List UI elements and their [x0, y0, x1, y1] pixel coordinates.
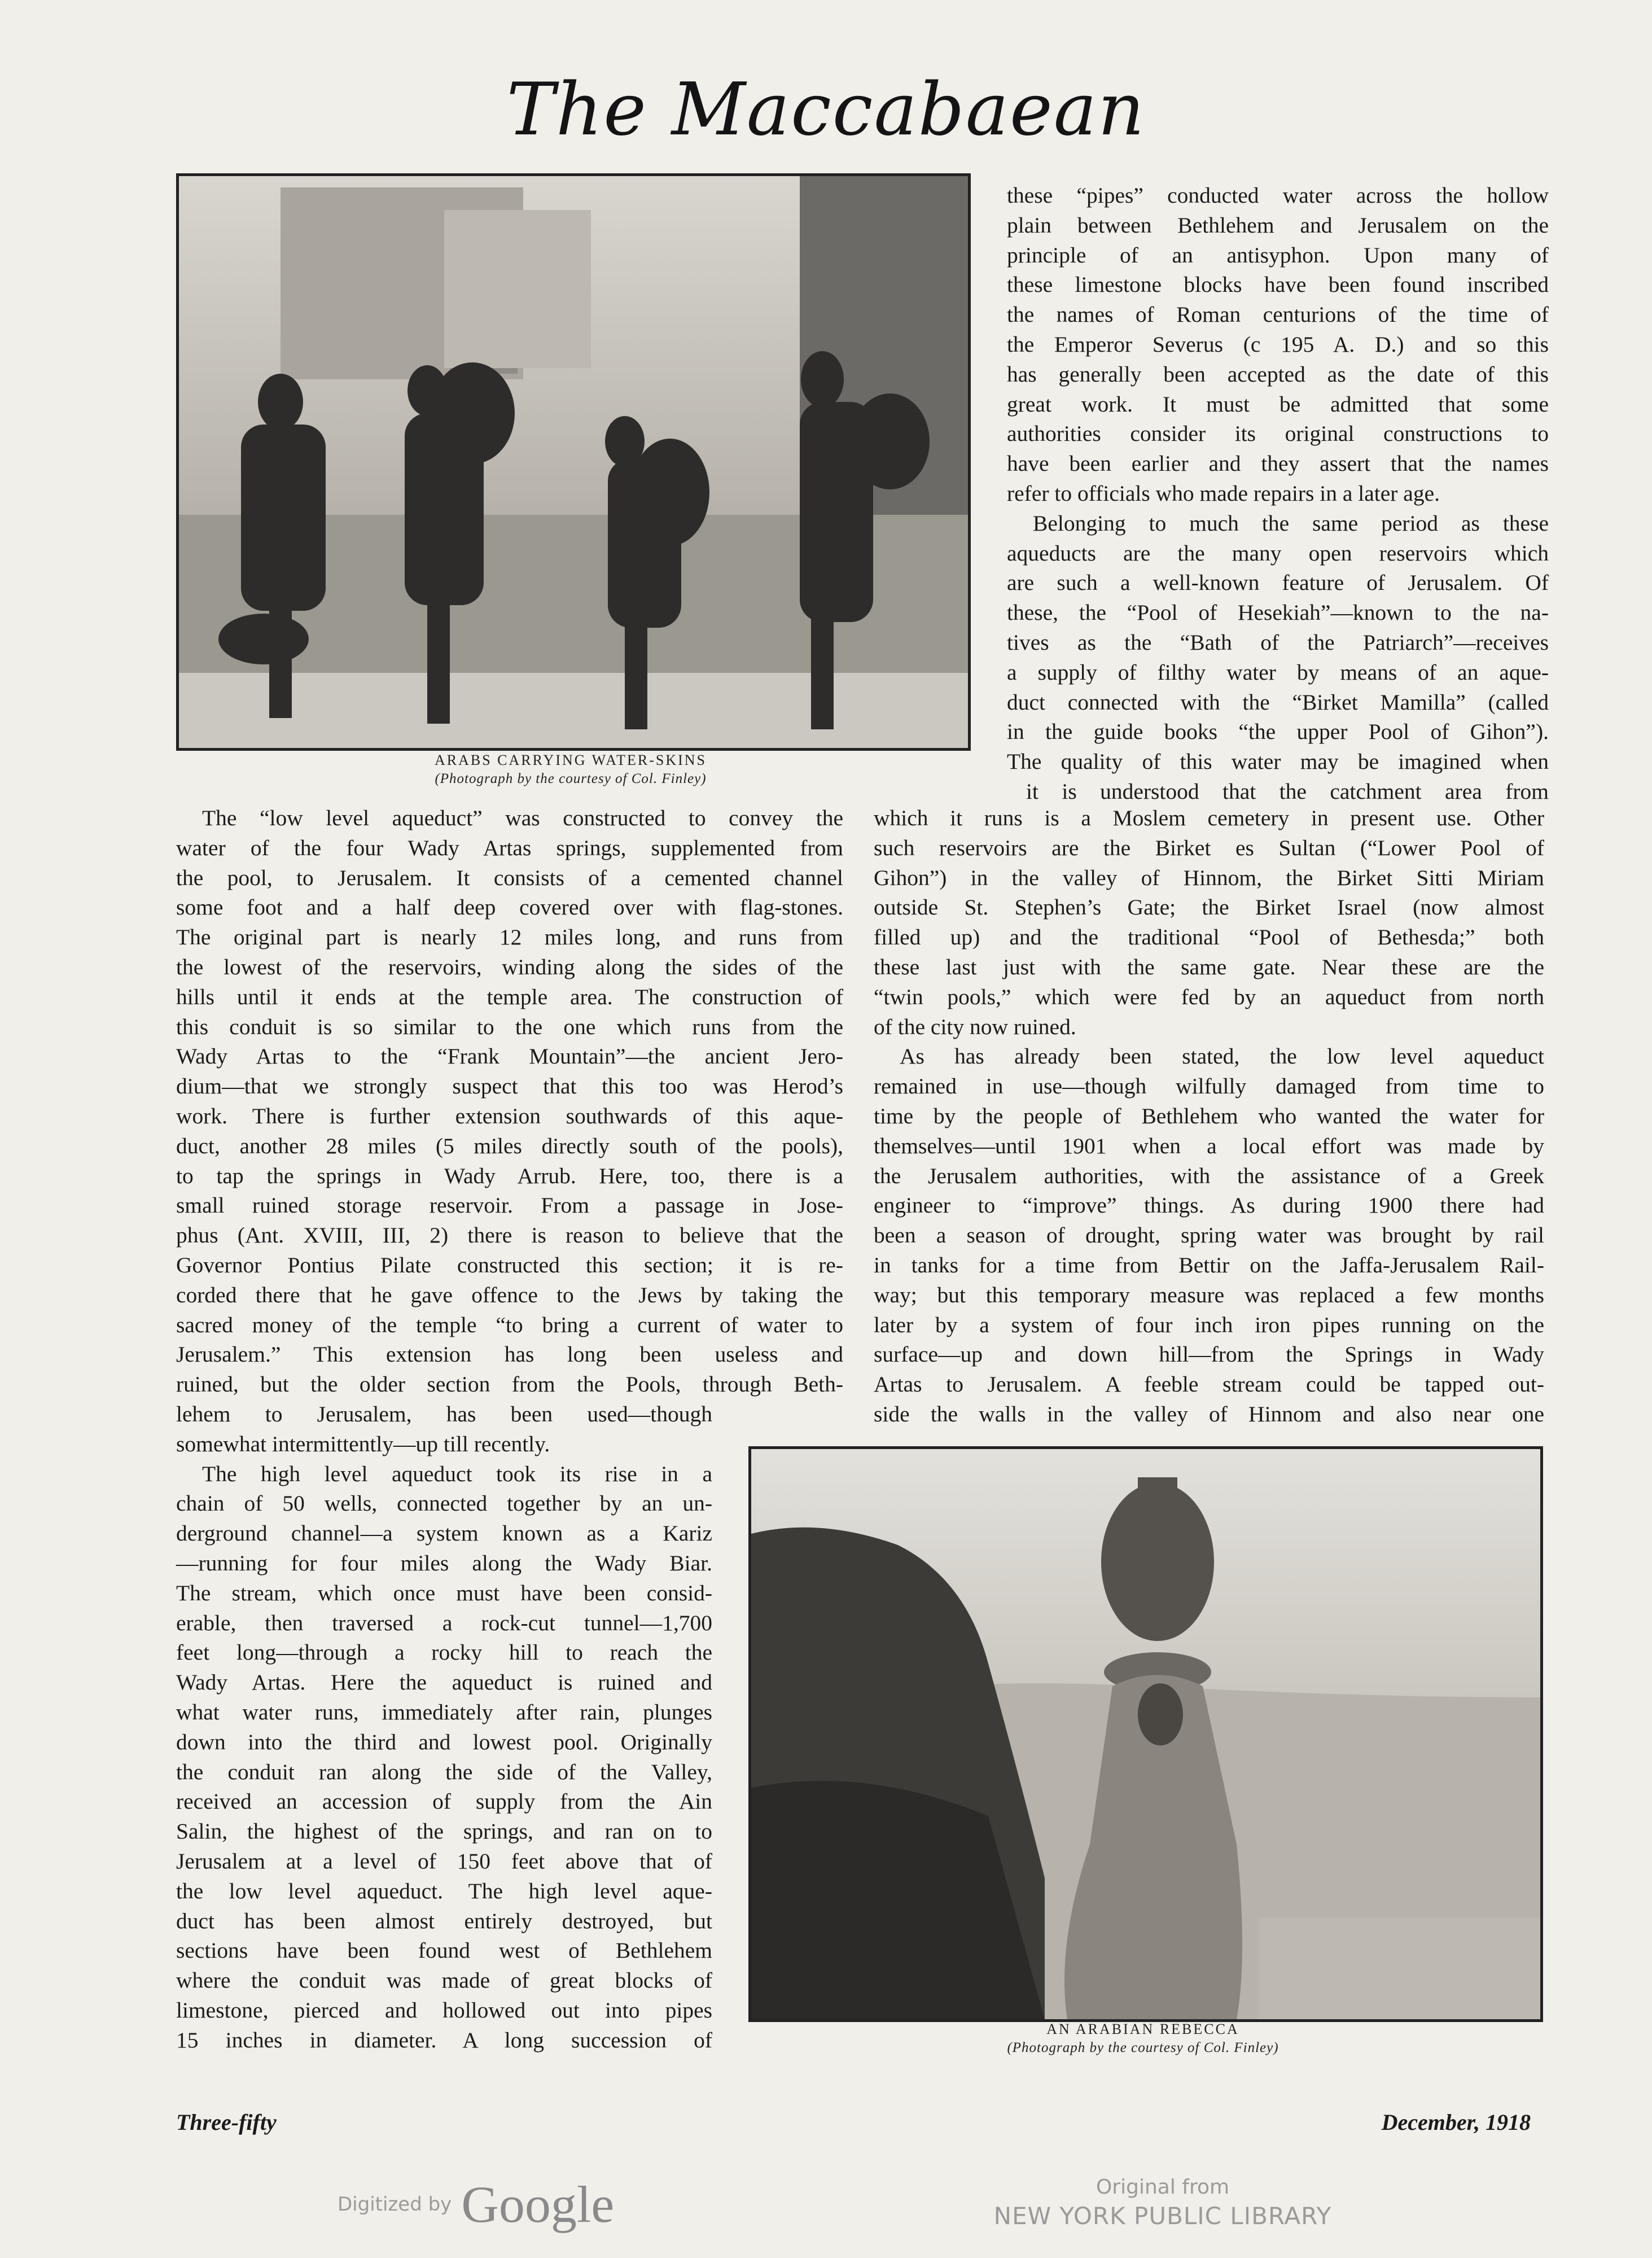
- paragraph-high-level-aqueduct: The high level aqueduct took its rise in a chain of 50 wells, connected together by an un- derground channel—a system known as a Kariz —running for four miles along the Wady Biar. The stream, which once must have been consid- erable, then traversed a rock-cut tunnel—1,700 feet long—through a rocky hill to reach the Wady Artas. Here the aqueduct is ruined and what water runs, immediately after rain, plunges down into the third and lowest pool. Originally the conduit ran along the side of the Valley, received an accession of supply from the Ain Salin, the highest of the springs, and ran on to Jerusalem at a level of 150 feet above that of the low level aqueduct. The high level aque- duct has been almost entirely destroyed, but sections have been found west of Bethlehem where the conduit was made of great blocks of limestone, pierced and hollowed out into pipes 15 inches in diameter. A long succession of: [176, 1461, 712, 2053]
- right-column-top: [1007, 181, 1549, 807]
- google-logo: Google: [461, 2176, 615, 2233]
- paragraph-pipes-continued: these “pipes” conducted water across the hollow plain between Bethlehem and Jerusalem on the principle of an antisyphon. Upon many of these limestone blocks have been found inscribed the names of Roman centurions of the time of the Emperor Severus (c 195 A. D.) and so this has generally been accepted as the date of this great work. It must be admitted that some authorities consider its original constructions to have been earlier and they assert that the names refer to officials who made repairs in a later age.: [1007, 183, 1549, 506]
- photo1-caption: [176, 752, 965, 787]
- left-column-narrow: [176, 1399, 712, 2055]
- photo2-caption-credit: (Photograph by the courtesy of Col. Finley): [1007, 2040, 1279, 2055]
- photo2-caption-title: AN ARABIAN REBECCA: [1046, 2021, 1239, 2037]
- photo-rebecca-image: [751, 1449, 1540, 2019]
- photo-arabian-rebecca: [748, 1446, 1543, 2022]
- paragraph-already-stated: As has already been stated, the low level aqueduct remained in use—though wilfully damaged from time to time by the people of Bethlehem who wanted the water for themselves—until 1901 when a local effort was made by the Jerusalem authorities, with the assistance of a Greek engineer to “improve” things. As during 1900 there had been a season of drought, spring water was brought by rail in tanks for a time from Bettir on the Jaffa-Jerusalem Rail- way; but this temporary measure was replaced a few months later by a system of four inch iron pipes running on the surface—up and down hill—from the Springs in Wady Artas to Jerusalem. A feeble stream could be tapped out- side the walls in the valley of Hinnom and also near one: [874, 1044, 1544, 1426]
- paragraph-reservoirs: Belonging to much the same period as these aqueducts are the many open reservoirs which are such a well-known feature of Jerusalem. Of these, the “Pool of Hesekiah”—known to the na- tives as the “Bath of the Patriarch”—receives a supply of filthy water by means of an aque- duct connected with the “Birket Mamilla” (called in the guide books “the upper Pool of Gihon”). The quality of this water may be imagined when it is understood that the catchment area from: [1007, 510, 1549, 804]
- issue-date: December, 1918: [1381, 2110, 1531, 2135]
- paragraph-low-level-aqueduct: The “low level aqueduct” was constructed to convey the water of the four Wady Artas springs, supplemented from the pool, to Jerusalem. It consists of a cemented channel some foot and a half deep covered over with flag-stones. The original part is nearly 12 miles long, and runs from the lowest of the reservoirs, winding along the sides of the hills until it ends at the temple area. The construction of this conduit is so similar to the one which runs from the Wady Artas to the “Frank Mountain”—the ancient Jero- dium—that we strongly suspect that this too was Herod’s work. There is further extension southwards of this aque- duct, another 28 miles (5 miles directly south of the pools), to tap the springs in Wady Arrub. Here, too, there is a small ruined storage reservoir. From a passage in Jose- phus (Ant. XVIII, III, 2) there is reason to believe that the Governor Pontius Pilate constructed this section; it is re- corded there that he gave offence to the Jews by taking the sacred money of the temple “to bring a current of water to Jerusalem.” This extension has long been useless and ruined, but the older section from the Pools, through Beth-: [176, 806, 843, 1397]
- left-column-paragraph-1: [176, 803, 843, 1399]
- paragraph-low-level-tail: lehem to Jerusalem, has been used—though somewhat intermittently—up till recently.: [176, 1402, 712, 1456]
- photo1-caption-credit: (Photograph by the courtesy of Col. Finley): [435, 771, 707, 786]
- paragraph-reservoirs-continued: which it runs is a Moslem cemetery in present use. Other such reservoirs are the Birket es Sultan (“Lower Pool of Gihon”) in the valley of Hinnom, the Birket Sitti Miriam outside St. Stephen’s Gate; the Birket Israel (now almost filled up) and the traditional “Pool of Bethesda;” both these last just with the same gate. Near these are the “twin pools,” which were fed by an aqueduct from north of the city now ruined.: [874, 806, 1544, 1039]
- page-number: Three-fifty: [176, 2110, 277, 2135]
- photo1-caption-title: ARABS CARRYING WATER-SKINS: [434, 752, 707, 768]
- right-column-middle: [874, 803, 1544, 1429]
- photo-arabs-carrying-water-skins: [176, 173, 971, 751]
- photo2-caption: [748, 2021, 1537, 2056]
- original-from-label: Original from: [1096, 2176, 1230, 2199]
- photo-arabs-image: [179, 176, 968, 748]
- digitized-by-label: Digitized by: [338, 2193, 452, 2216]
- library-name: NEW YORK PUBLIC LIBRARY: [993, 2202, 1332, 2230]
- original-from-watermark: [993, 2176, 1332, 2230]
- masthead-title: The Maccabaean: [506, 68, 1146, 152]
- digitized-by-watermark: [338, 2174, 614, 2231]
